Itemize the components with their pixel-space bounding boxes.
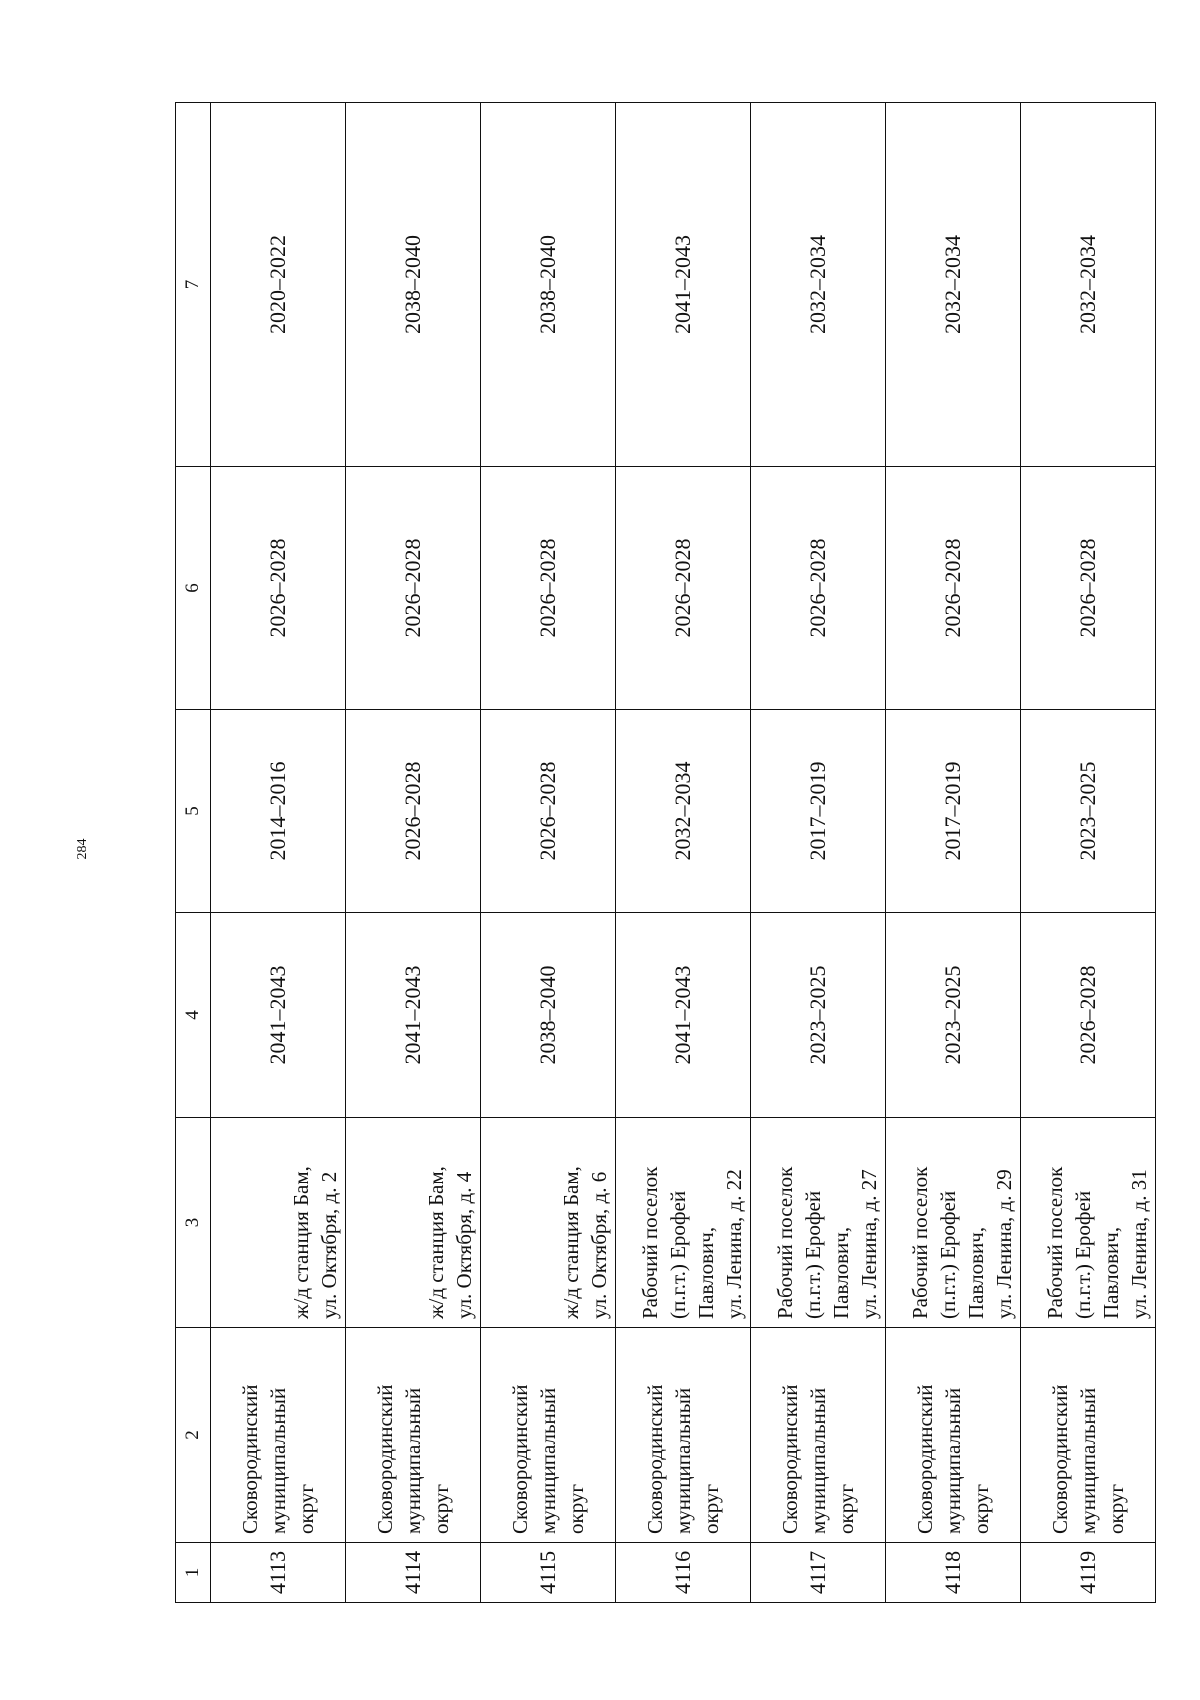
period-cell-col6: 2026–2028 <box>751 467 886 710</box>
address-line: ж/д станция Бам, <box>289 1166 313 1319</box>
row-number-cell: 4113 <box>211 1543 346 1603</box>
district-line: округ <box>564 1483 588 1534</box>
address-cell <box>346 1118 481 1328</box>
district-line: Сковородинский <box>643 1384 667 1534</box>
period-cell-col6: 2026–2028 <box>1021 467 1156 710</box>
period-cell-col5: 2017–2019 <box>751 710 886 913</box>
district-cell <box>751 1328 886 1543</box>
column-header: 6 <box>176 467 211 710</box>
address-line: Павлович, <box>694 1226 718 1319</box>
address-line: (п.г.т.) Ерофей <box>666 1190 690 1319</box>
district-cell <box>616 1328 751 1543</box>
period-cell-col7: 2041–2043 <box>616 103 751 467</box>
address-line: Рабочий поселок <box>773 1166 797 1319</box>
district-line: округ <box>834 1483 858 1534</box>
period-cell-col5: 2014–2016 <box>211 710 346 913</box>
table-row <box>751 103 886 1603</box>
housing-schedule-table <box>175 102 1156 1603</box>
period-cell-col6: 2026–2028 <box>346 467 481 710</box>
district-line: округ <box>429 1483 453 1534</box>
district-line: муниципальный <box>536 1387 560 1534</box>
row-number-cell: 4114 <box>346 1543 481 1603</box>
district-line: муниципальный <box>671 1387 695 1534</box>
district-line: муниципальный <box>401 1387 425 1534</box>
period-cell-col4: 2038–2040 <box>481 913 616 1118</box>
column-header: 2 <box>176 1328 211 1543</box>
address-cell <box>886 1118 1021 1328</box>
address-line: Рабочий поселок <box>1043 1166 1067 1319</box>
district-line: Сковородинский <box>373 1384 397 1534</box>
district-line: округ <box>1104 1483 1128 1534</box>
period-cell-col7: 2032–2034 <box>886 103 1021 467</box>
table-row <box>1021 103 1156 1603</box>
address-line: ул. Октября, д. 6 <box>587 1171 611 1319</box>
district-line: Сковородинский <box>1048 1384 1072 1534</box>
table-header-row <box>176 103 211 1603</box>
district-line: муниципальный <box>806 1387 830 1534</box>
district-line: округ <box>699 1483 723 1534</box>
period-cell-col7: 2032–2034 <box>751 103 886 467</box>
district-cell <box>211 1328 346 1543</box>
table-row <box>346 103 481 1603</box>
address-line: ул. Ленина, д. 29 <box>992 1169 1016 1319</box>
period-cell-col5: 2026–2028 <box>481 710 616 913</box>
district-line: муниципальный <box>266 1387 290 1534</box>
column-header: 1 <box>176 1543 211 1603</box>
period-cell-col7: 2032–2034 <box>1021 103 1156 467</box>
district-line: Сковородинский <box>238 1384 262 1534</box>
period-cell-col7: 2038–2040 <box>481 103 616 467</box>
district-line: Сковородинский <box>913 1384 937 1534</box>
column-header: 3 <box>176 1118 211 1328</box>
district-cell <box>346 1328 481 1543</box>
row-number-cell: 4115 <box>481 1543 616 1603</box>
address-cell <box>751 1118 886 1328</box>
address-cell <box>481 1118 616 1328</box>
district-line: округ <box>969 1483 993 1534</box>
period-cell-col5: 2026–2028 <box>346 710 481 913</box>
period-cell-col5: 2023–2025 <box>1021 710 1156 913</box>
address-line: (п.г.т.) Ерофей <box>801 1190 825 1319</box>
row-number-cell: 4119 <box>1021 1543 1156 1603</box>
period-cell-col4: 2023–2025 <box>886 913 1021 1118</box>
address-cell <box>1021 1118 1156 1328</box>
address-line: ул. Ленина, д. 22 <box>722 1169 746 1319</box>
district-line: Сковородинский <box>508 1384 532 1534</box>
address-line: (п.г.т.) Ерофей <box>936 1190 960 1319</box>
period-cell-col6: 2026–2028 <box>211 467 346 710</box>
address-cell <box>616 1118 751 1328</box>
district-line: округ <box>294 1483 318 1534</box>
address-line: ул. Октября, д. 2 <box>317 1171 341 1319</box>
column-header: 5 <box>176 710 211 913</box>
period-cell-col7: 2038–2040 <box>346 103 481 467</box>
table-row <box>616 103 751 1603</box>
table-row <box>886 103 1021 1603</box>
period-cell-col5: 2032–2034 <box>616 710 751 913</box>
row-number-cell: 4116 <box>616 1543 751 1603</box>
district-cell <box>1021 1328 1156 1543</box>
period-cell-col6: 2026–2028 <box>481 467 616 710</box>
page-number: 284 <box>75 838 90 860</box>
district-cell <box>886 1328 1021 1543</box>
column-header: 4 <box>176 913 211 1118</box>
table-container <box>175 103 1151 1603</box>
address-line: ж/д станция Бам, <box>424 1166 448 1319</box>
address-line: ж/д станция Бам, <box>559 1166 583 1319</box>
district-cell <box>481 1328 616 1543</box>
district-line: муниципальный <box>941 1387 965 1534</box>
table-row <box>481 103 616 1603</box>
period-cell-col4: 2023–2025 <box>751 913 886 1118</box>
row-number-cell: 4117 <box>751 1543 886 1603</box>
address-line: ул. Ленина, д. 27 <box>857 1169 881 1319</box>
period-cell-col5: 2017–2019 <box>886 710 1021 913</box>
address-line: ул. Октября, д. 4 <box>452 1171 476 1319</box>
period-cell-col6: 2026–2028 <box>616 467 751 710</box>
address-line: (п.г.т.) Ерофей <box>1071 1190 1095 1319</box>
column-header: 7 <box>176 103 211 467</box>
period-cell-col4: 2026–2028 <box>1021 913 1156 1118</box>
period-cell-col4: 2041–2043 <box>346 913 481 1118</box>
address-line: Павлович, <box>829 1226 853 1319</box>
address-line: Павлович, <box>1099 1226 1123 1319</box>
period-cell-col6: 2026–2028 <box>886 467 1021 710</box>
district-line: муниципальный <box>1076 1387 1100 1534</box>
row-number-cell: 4118 <box>886 1543 1021 1603</box>
address-line: Рабочий поселок <box>638 1166 662 1319</box>
period-cell-col4: 2041–2043 <box>211 913 346 1118</box>
district-line: Сковородинский <box>778 1384 802 1534</box>
period-cell-col7: 2020–2022 <box>211 103 346 467</box>
table-row <box>211 103 346 1603</box>
address-cell <box>211 1118 346 1328</box>
period-cell-col4: 2041–2043 <box>616 913 751 1118</box>
address-line: Рабочий поселок <box>908 1166 932 1319</box>
address-line: Павлович, <box>964 1226 988 1319</box>
address-line: ул. Ленина, д. 31 <box>1127 1169 1151 1319</box>
